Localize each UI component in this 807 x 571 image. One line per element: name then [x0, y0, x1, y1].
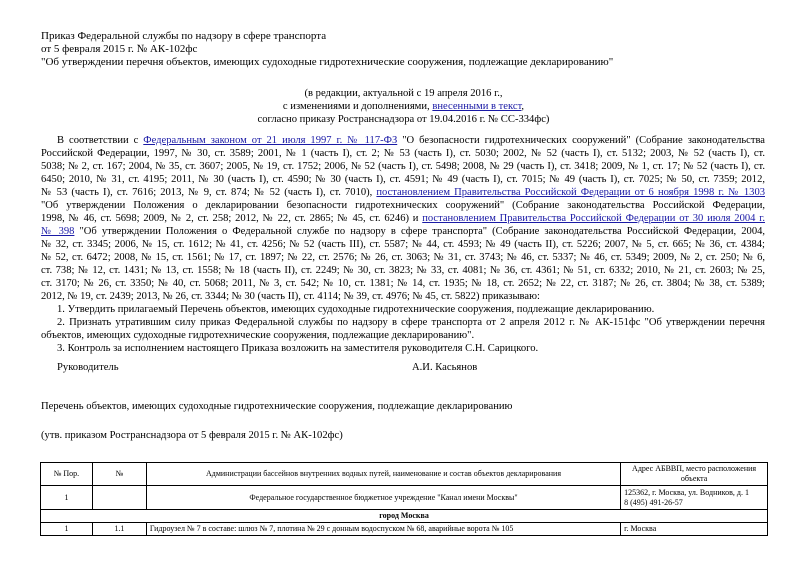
item-2: 2. Признать утратившим силу приказ Федеральной службы по надзору в сфере транспорта от 2 апреля 2012 г. № АК-151фс "Об утверждении перечня — [57, 317, 765, 328]
amendments-link[interactable]: внесенными в текст — [432, 101, 522, 112]
order-date: от 5 февраля 2015 г. № АК-102фс — [41, 43, 198, 55]
signature-name: А.И. Касьянов — [412, 362, 478, 373]
org-sub-number — [92, 486, 146, 510]
col-order-number: № Пор. — [41, 463, 93, 486]
table-row — [41, 523, 768, 536]
object-name: Гидроузел № 7 в составе: шлюз № 7, плотина № 29 с донным водоспуском № 68, аварийные ворота № 105 — [146, 523, 620, 536]
edition-line-2-text: с изменениями и дополнениями, — [282, 101, 433, 112]
edition-line-3: согласно приказу Ространснадзора от 19.04.2016 г. № СС-334фс) — [257, 114, 550, 125]
preamble-text: "Об утверждении Положения о Федеральной службе по надзору в сфере транспорта" (Собрание законодательства Российской Федерации, 2004, — [74, 226, 765, 237]
col-address: Адрес АБВВП, место расположения объекта — [621, 463, 768, 486]
org-address-line: 125362, г. Москва, ул. Водников, д. 1 — [624, 487, 749, 497]
org-address — [621, 486, 768, 510]
decree-1303-link[interactable]: постановлением Правительства Российской Федерации от 6 ноября 1998 г. № 1303 — [376, 187, 765, 198]
object-number: 1.1 — [92, 523, 146, 536]
item-1: 1. Утвердить прилагаемый Перечень объектов, имеющих судоходные гидротехнические сооружения, подлежащие декларированию. — [57, 304, 655, 315]
edition-line-1: (в редакции, актуальной с 19 апреля 2016 г., — [304, 88, 503, 99]
object-address: г. Москва — [621, 523, 768, 536]
preamble-line — [41, 225, 765, 238]
table-header-row — [41, 463, 768, 486]
edition-line-2-comma: , — [521, 101, 525, 112]
preamble-line: "Об утверждении Положения о декларировании безопасности гидротехнических сооружений" (Собрание законодательства Российской Федерации, — [41, 200, 765, 211]
preamble-line — [57, 134, 765, 147]
preamble-line: № 52, ст. 6472; 2008, № 15, ст. 1561; № 17, ст. 1897; № 22, ст. 2576; № 26, ст. 3063; № 31, ст. 3743; № 46, ст. 5337; № 46, ст. 5349; 2009, № 2, ст. 250; № 6, — [41, 252, 765, 263]
order-title: Приказ Федеральной службы по надзору в сфере транспорта — [41, 30, 327, 42]
list-title: Перечень объектов, имеющих судоходные гидротехнические сооружения, подлежащие декларированию — [41, 401, 513, 412]
org-name: Федеральное государственное бюджетное учреждение "Канал имени Москвы" — [146, 486, 620, 510]
preamble-line: 6450; 2010, № 31, ст. 4195; 2011, № 30 (часть I), ст. 4590; № 30 (часть I), ст. 4591; № 49 (часть I), ст. 7015; № 49 (часть I), ст. 7025; № 50, ст. 7359; 2012, — [41, 174, 765, 185]
signature-role: Руководитель — [57, 362, 119, 373]
preamble-line: ст. 738; № 12, ст. 1431; № 13, ст. 1558; № 18 (часть II), ст. 2249; № 30, ст. 3823; № 33, ст. 4081; № 36, ст. 4361; № 51, ст. 6332; 2010, № 21, ст. 2603; № 25, — [41, 265, 765, 276]
table-row — [41, 486, 768, 510]
list-approval-note: (утв. приказом Ространснадзора от 5 февраля 2015 г. № АК-102фс) — [41, 430, 343, 441]
preamble-line: № 32, ст. 3345; 2006, № 15, ст. 1612; № 41, ст. 4256; № 52 (часть III), ст. 5587; № 44, ст. 4593; № 49 (часть II), ст. 5226; 2007, № 5, ст. 665; № 36, ст. 4384; — [41, 239, 765, 250]
preamble-line — [41, 186, 765, 199]
table-section-row — [41, 510, 768, 523]
decree-398-link[interactable]: постановлением Правительства Российской Федерации от 30 июля 2004 г. — [422, 213, 765, 224]
item-2-cont: объектов, имеющих судоходные гидротехнические сооружения, подлежащие декларированию". — [41, 330, 475, 341]
org-number: 1 — [41, 486, 93, 510]
edition-line-2 — [0, 100, 807, 113]
section-city: город Москва — [41, 510, 768, 523]
objects-table — [40, 462, 768, 536]
col-object-name: Администрации бассейнов внутренних водных путей, наименование и состав объектов декларирования — [146, 463, 620, 486]
order-subject: "Об утверждении перечня объектов, имеющих судоходные гидротехнические сооружения, подлежащие декларированию" — [41, 56, 614, 68]
object-order-number: 1 — [41, 523, 93, 536]
preamble-line: 5038; № 2, ст. 167; 2004, № 35, ст. 3607; 2005, № 19, ст. 1752; 2006, № 52 (часть I), ст. 5498; 2008, № 29 (часть I), ст. 3418; 2009, № 1, ст. 17; № 52 (часть I), ст. — [41, 161, 765, 172]
preamble-line: ст. 3170; № 26, ст. 3350; № 40, ст. 5068; 2011, № 3, ст. 542; № 10, ст. 1381; № 14, ст. 1935; № 18, ст. 2652; № 22, ст. 3187; № 26, ст. 3804; № 38, ст. 5389; — [41, 278, 765, 289]
col-number: № — [92, 463, 146, 486]
preamble-line: Российской Федерации, 1997, № 30, ст. 3589; 2001, № 1 (часть I), ст. 2; № 53 (часть I), ст. 5030; 2002, № 52 (часть I), ст. 5132; 2003, № 52 (часть I), ст. — [41, 148, 765, 159]
federal-law-link[interactable]: Федеральным законом от 21 июля 1997 г. № 117-ФЗ — [143, 135, 398, 146]
preamble-text: 1998, № 46, ст. 5698; 2009, № 2, ст. 258; 2012, № 22, ст. 2865; № 45, ст. 6246) и — [41, 213, 423, 224]
preamble-line — [41, 212, 765, 225]
item-3: 3. Контроль за исполнением настоящего Приказа возложить на заместителя руководителя С.Н. Сарицкого. — [57, 343, 539, 354]
decree-398-link-cont[interactable]: № 398 — [41, 226, 75, 237]
preamble-line: 2012, № 19, ст. 2439; 2013, № 26, ст. 3344; № 30 (часть II), ст. 4114; № 39, ст. 4976; № 45, ст. 5822) приказываю: — [41, 291, 540, 302]
preamble-text: В соответствии с — [57, 135, 144, 146]
preamble-text: "О безопасности гидротехнических сооружений" (Собрание законодательства — [397, 135, 765, 146]
org-phone: 8 (495) 491-26-57 — [624, 497, 683, 507]
preamble-text: № 53 (часть I), ст. 7616; 2013, № 9, ст. 874; № 52 (часть I), ст. 7010), — [41, 187, 377, 198]
